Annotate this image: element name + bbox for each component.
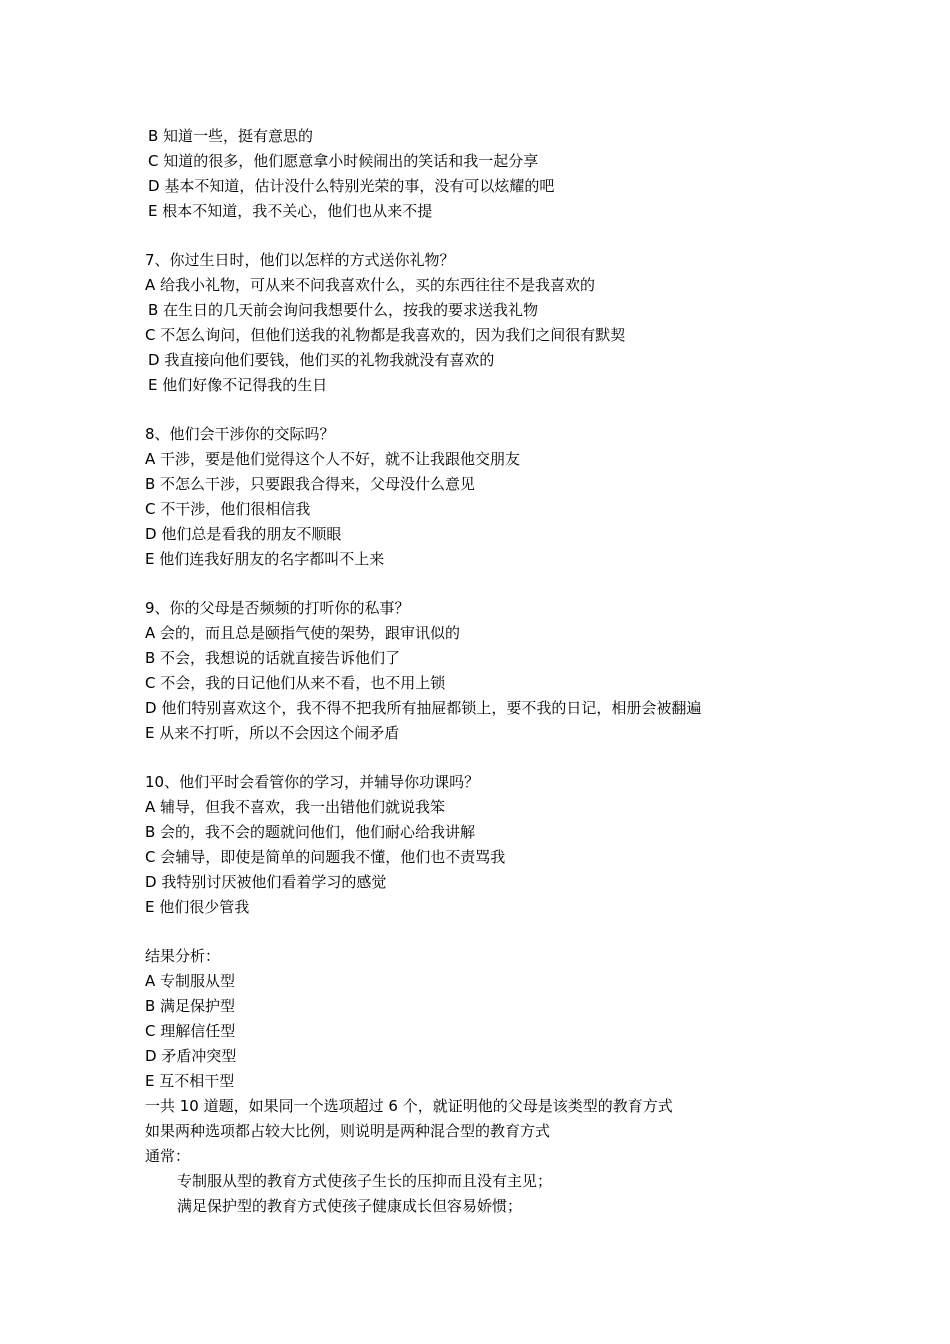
result-type-b: B 满足保护型 (145, 997, 236, 1015)
q8-option-b: B 不怎么干涉，只要跟我合得来，父母没什么意见 (145, 475, 476, 493)
result-note-mixed: 如果两种选项都占较大比例，则说明是两种混合型的教育方式 (145, 1122, 551, 1140)
result-type-d: D 矛盾冲突型 (145, 1047, 237, 1065)
q8-question: 8、他们会干涉你的交际吗？ (145, 425, 335, 443)
result-detail-protective: 满足保护型的教育方式使孩子健康成长但容易娇惯； (177, 1197, 523, 1215)
q10-question: 10、他们平时会看管你的学习，并辅导你功课吗？ (145, 773, 480, 791)
q6-option-d: D 基本不知道，估计没什么特别光荣的事，没有可以炫耀的吧 (148, 177, 555, 195)
q7-option-c: C 不怎么询问，但他们送我的礼物都是我喜欢的，因为我们之间很有默契 (145, 326, 626, 344)
q9-option-c: C 不会，我的日记他们从来不看，也不用上锁 (145, 674, 446, 692)
q6-option-e: E 根本不知道，我不关心，他们也从来不提 (148, 202, 433, 220)
q9-option-a: A 会的，而且总是颐指气使的架势，跟审讯似的 (145, 624, 461, 642)
q9-option-d: D 他们特别喜欢这个，我不得不把我所有抽屉都锁上，要不我的日记，相册会被翻遍 (145, 699, 702, 717)
q10-option-b: B 会的，我不会的题就问他们，他们耐心给我讲解 (145, 823, 476, 841)
q7-option-b: B 在生日的几天前会询问我想要什么，按我的要求送我礼物 (148, 301, 539, 319)
q8-option-e: E 他们连我好朋友的名字都叫不上来 (145, 550, 385, 568)
q7-option-e: E 他们好像不记得我的生日 (148, 376, 328, 394)
q9-question: 9、你的父母是否频频的打听你的私事？ (145, 599, 410, 617)
result-type-a: A 专制服从型 (145, 972, 236, 990)
result-type-c: C 理解信任型 (145, 1022, 236, 1040)
q9-option-b: B 不会，我想说的话就直接告诉他们了 (145, 649, 401, 667)
q10-option-d: D 我特别讨厌被他们看着学习的感觉 (145, 873, 387, 891)
q9-option-e: E 从来不打听，所以不会因这个闹矛盾 (145, 724, 400, 742)
q7-option-a: A 给我小礼物，可从来不问我喜欢什么，买的东西往往不是我喜欢的 (145, 276, 596, 294)
q8-option-c: C 不干涉，他们很相信我 (145, 500, 311, 518)
result-type-e: E 互不相干型 (145, 1072, 235, 1090)
q6-option-c: C 知道的很多，他们愿意拿小时候闹出的笑话和我一起分享 (148, 152, 539, 170)
q10-option-e: E 他们很少管我 (145, 898, 250, 916)
result-usually: 通常： (145, 1147, 191, 1165)
q6-option-b: B 知道一些，挺有意思的 (148, 127, 314, 145)
result-detail-authoritarian: 专制服从型的教育方式使孩子生长的压抑而且没有主见； (177, 1172, 553, 1190)
q10-option-c: C 会辅导，即使是简单的问题我不懂，他们也不责骂我 (145, 848, 506, 866)
result-note-count: 一共 10 道题，如果同一个选项超过 6 个，就证明他的父母是该类型的教育方式 (145, 1097, 673, 1115)
q8-option-d: D 他们总是看我的朋友不顺眼 (145, 525, 342, 543)
q8-option-a: A 干涉，要是他们觉得这个人不好，就不让我跟他交朋友 (145, 450, 521, 468)
q7-option-d: D 我直接向他们要钱，他们买的礼物我就没有喜欢的 (148, 351, 495, 369)
q7-question: 7、你过生日时，他们以怎样的方式送你礼物？ (145, 251, 455, 269)
result-heading: 结果分析： (145, 947, 221, 965)
q10-option-a: A 辅导，但我不喜欢，我一出错他们就说我笨 (145, 798, 446, 816)
